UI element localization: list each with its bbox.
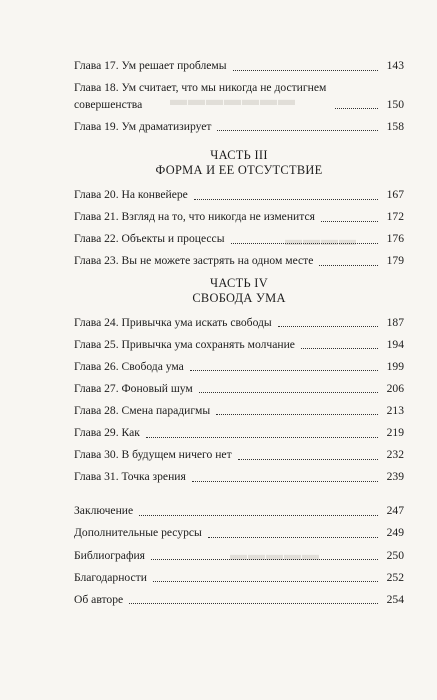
dot-leader [192,481,378,482]
toc-entry-title: Глава 23. Вы не можете застрять на одном месте [74,254,314,268]
toc-entry-page: 249 [386,526,404,540]
dot-leader [278,326,378,327]
toc-entry-title: Дополнительные ресурсы [74,526,202,540]
toc-entry-page: 179 [386,254,404,268]
part-number: ЧАСТЬ III [210,148,268,163]
dot-leader [194,199,378,200]
toc-entry[interactable] [74,403,404,420]
toc-entry-title: Глава 30. В будущем ничего нет [74,448,232,462]
toc-entry-page: 143 [386,59,404,72]
bleed-through-text: ▬▬▬▬▬▬▬ [170,90,296,109]
toc-entry-page: 194 [386,337,404,351]
toc-entry-page: 176 [386,232,404,246]
toc-entry[interactable] [74,209,404,226]
toc-entry-page: 206 [386,381,404,395]
toc-entry-title: Глава 27. Фоновый шум [74,381,193,395]
dot-leader [216,414,378,415]
bleed-through-text: ▬▬▬▬▬ [230,545,320,564]
toc-entry-title: Библиография [74,548,146,562]
toc-entry-title: Глава 24. Привычка ума искать свободы [74,315,272,329]
toc-entry[interactable] [74,548,404,565]
toc-entry-title: Глава 29. Как [74,426,140,440]
dot-leader [301,348,378,349]
toc-entry-title: Глава 31. Точка зрения [74,470,186,484]
dot-leader [319,265,378,266]
toc-entry-title: Об авторе [74,592,124,606]
toc-entry[interactable] [74,119,404,136]
dot-leader [217,130,378,131]
toc-entry-page: 254 [386,592,404,606]
part-title: СВОБОДА УМА [192,290,286,305]
toc-entry-title: Глава 22. Объекты и процессы [74,232,225,246]
toc-entry[interactable] [74,231,404,248]
toc-entry-title: Глава 17. Ум решает проблемы [74,59,227,72]
toc-entry-page: 199 [386,359,404,373]
toc-entry-page: 232 [386,448,404,462]
table-of-contents [74,58,404,614]
dot-leader [146,437,378,438]
toc-entry[interactable] [74,58,404,75]
toc-entry-page: 250 [386,548,404,562]
toc-entry-title: Глава 25. Привычка ума сохранять молчание [74,337,295,351]
toc-group-part4 [74,315,404,486]
toc-entry-page: 247 [386,504,404,518]
dot-leader [129,603,378,604]
bleed-through-text: ▬▬▬▬ [285,230,357,249]
toc-entry-page: 167 [386,188,404,202]
toc-entry-page: 172 [386,210,404,224]
toc-entry[interactable] [74,315,404,332]
toc-entry-title: Глава 19. Ум драматизирует [74,119,212,133]
toc-entry-page: 219 [386,426,404,440]
toc-entry[interactable] [74,469,404,486]
toc-group-part3 [74,187,404,270]
toc-entry[interactable] [74,503,404,520]
toc-entry[interactable] [74,187,404,204]
toc-entry-title: Глава 20. На конвейере [74,188,188,202]
toc-entry[interactable] [74,381,404,398]
dot-leader [321,221,378,222]
toc-entry[interactable] [74,525,404,542]
toc-entry-page: 187 [386,315,404,329]
toc-entry-page: 239 [386,470,404,484]
toc-entry[interactable] [74,359,404,376]
dot-leader [238,459,378,460]
toc-entry[interactable] [74,592,404,609]
toc-group-top [74,58,404,135]
dot-leader [335,108,378,109]
dot-leader [199,392,378,393]
part-number: ЧАСТЬ IV [210,275,268,290]
dot-leader [233,70,378,71]
toc-entry[interactable] [74,337,404,354]
toc-entry-title: Заключение [74,504,134,518]
dot-leader [151,559,378,560]
toc-entry[interactable] [74,253,404,270]
toc-entry[interactable] [74,570,404,587]
toc-entry[interactable] [74,447,404,464]
toc-group-back-matter [74,503,404,608]
dot-leader [231,243,379,244]
dot-leader [208,537,378,538]
toc-entry-title: Благодарности [74,570,147,584]
toc-entry[interactable] [74,80,404,113]
part-title: ФОРМА И ЕЕ ОТСУТСТВИЕ [155,163,323,178]
toc-entry-title: Глава 28. Смена парадигмы [74,403,211,417]
dot-leader [153,581,378,582]
toc-entry-title: Глава 26. Свобода ума [74,359,184,373]
toc-entry-page: 252 [386,570,404,584]
dot-leader [139,515,378,516]
toc-entry-page: 158 [386,119,404,133]
dot-leader [190,370,378,371]
toc-entry-title: Глава 21. Взгляд на то, что никогда не изменится [74,210,315,224]
toc-entry-page: 150 [386,97,404,111]
toc-entry-page: 213 [386,403,404,417]
toc-entry[interactable] [74,425,404,442]
toc-entry-title: Глава 18. Ум считает, что мы никогда не достигнем совершенства [74,81,327,111]
